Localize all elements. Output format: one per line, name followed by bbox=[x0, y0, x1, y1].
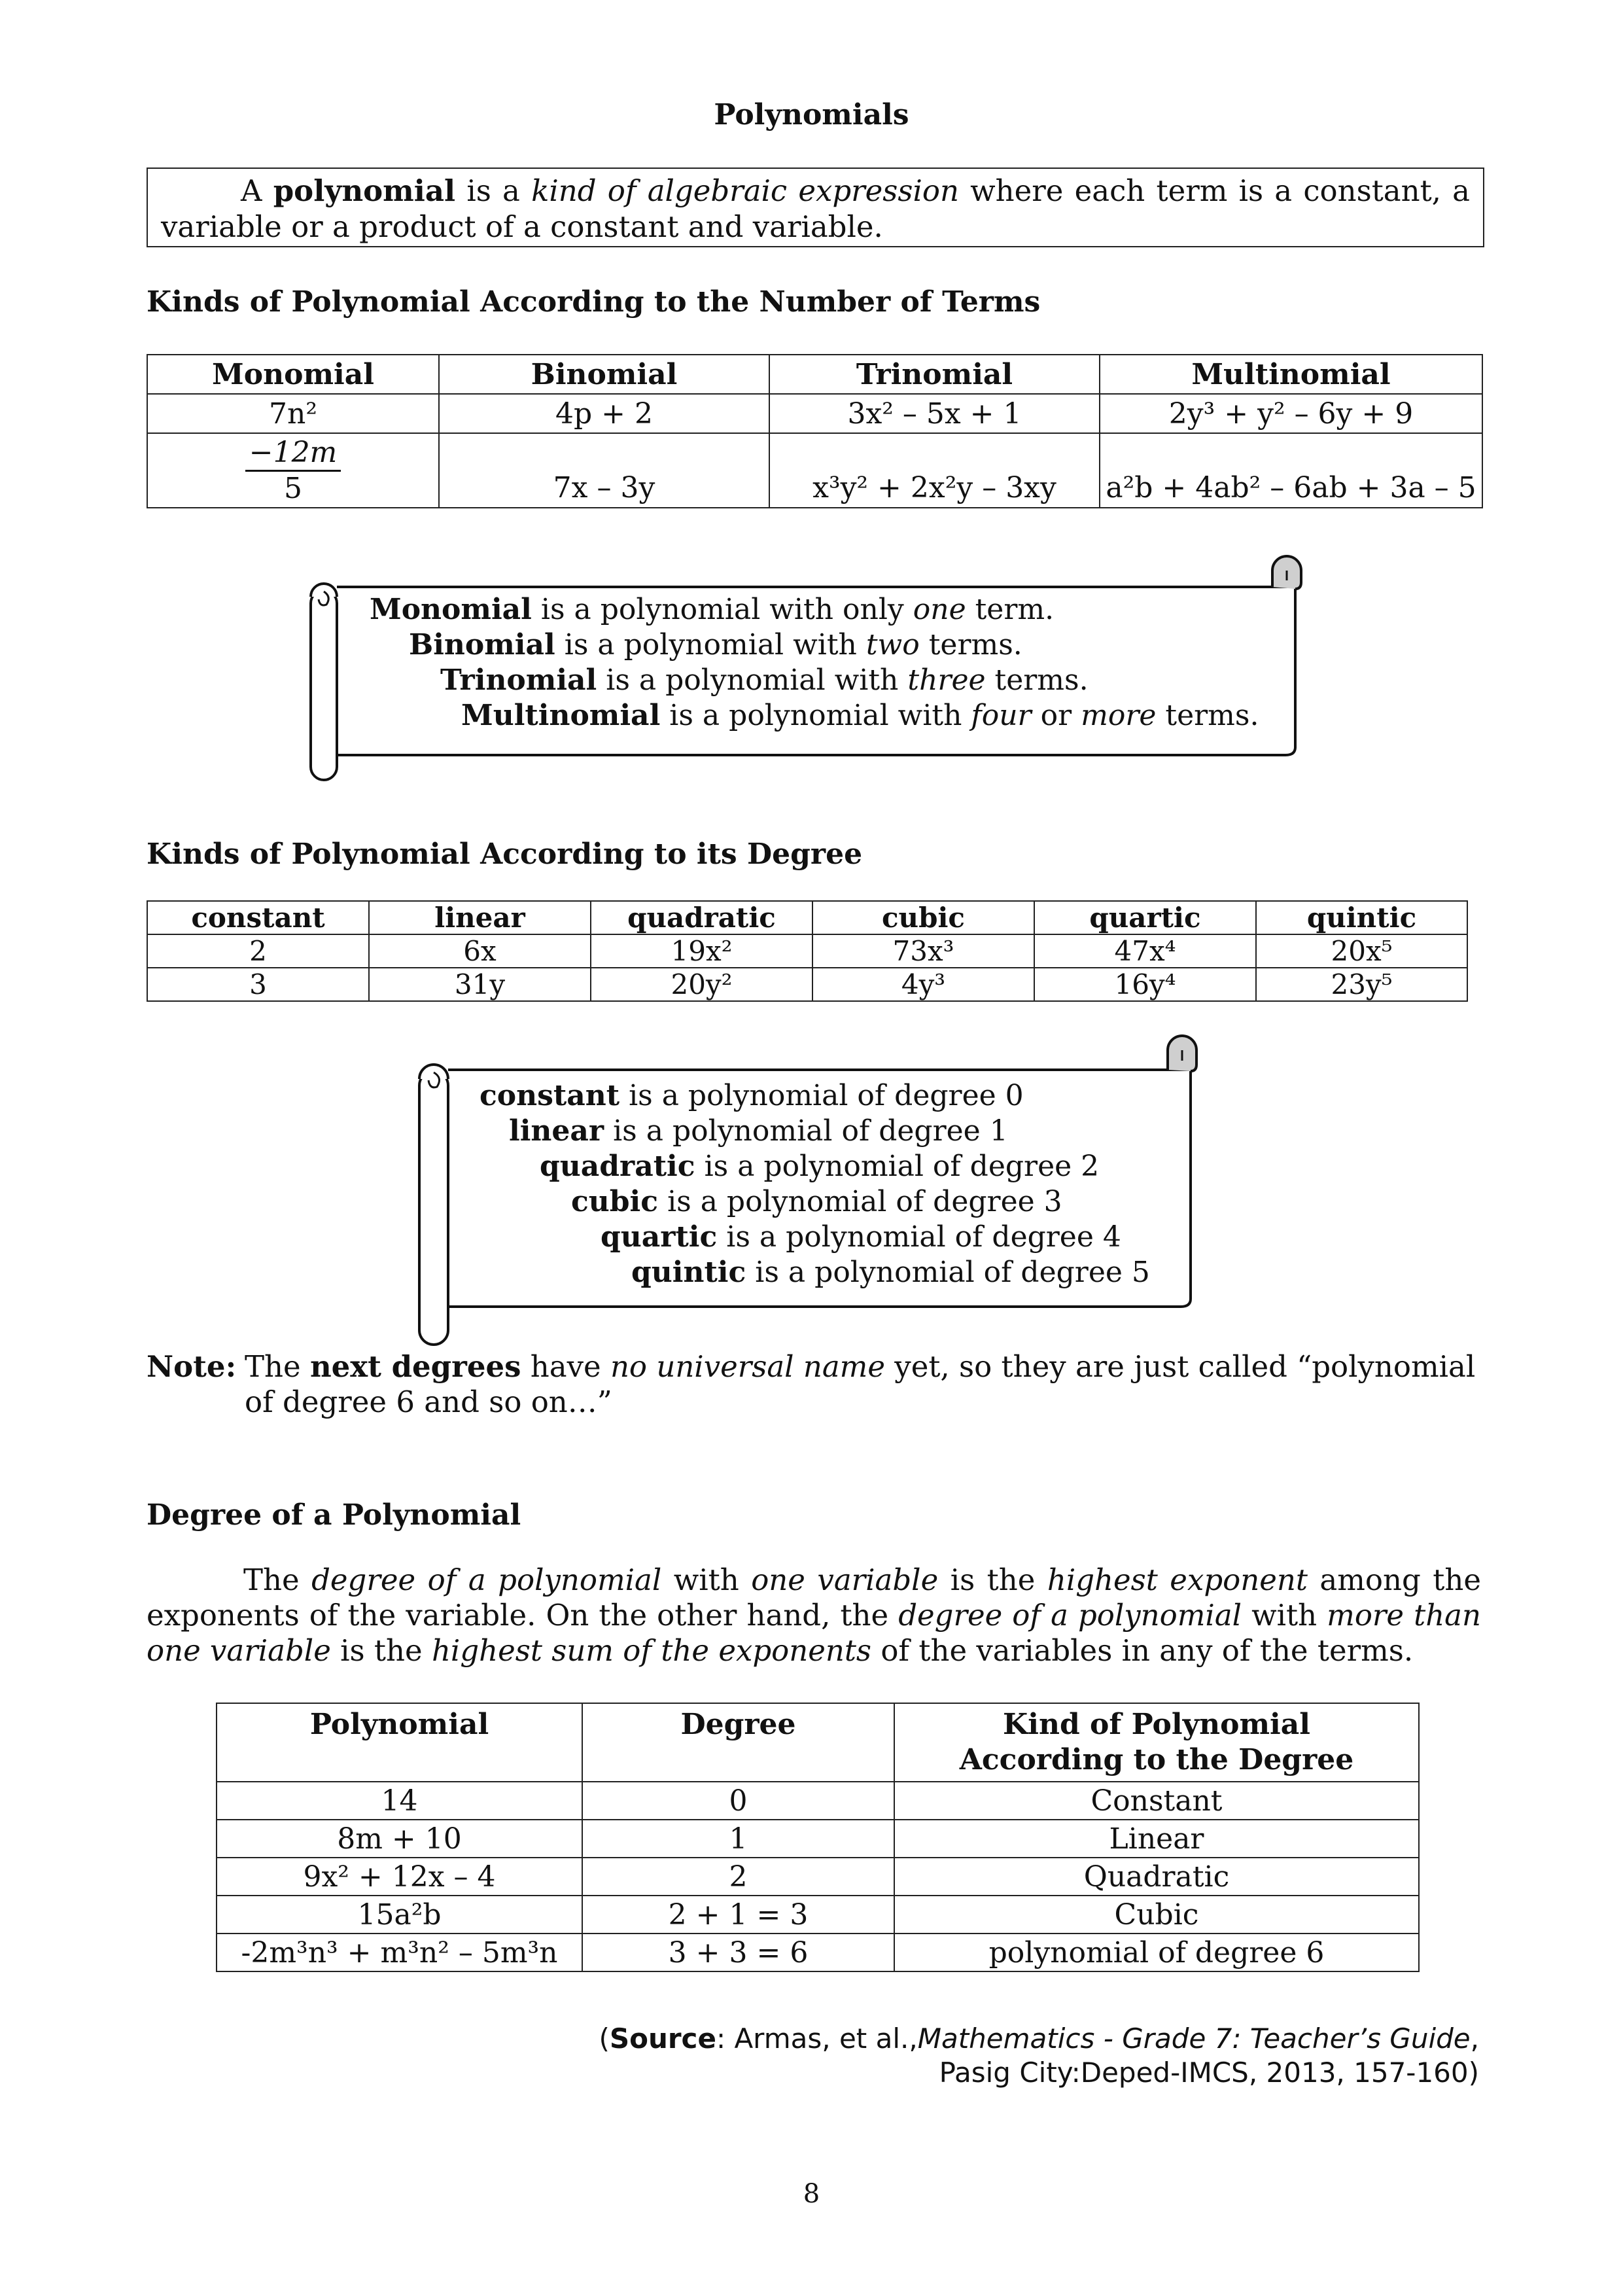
table-row bbox=[217, 1896, 1419, 1934]
cell: 2 bbox=[582, 1858, 894, 1896]
heading-number-of-terms: Kinds of Polynomial According to the Number of Terms bbox=[147, 285, 1041, 319]
table-row bbox=[217, 1858, 1419, 1896]
table-row bbox=[217, 1820, 1419, 1858]
cell: 23y⁵ bbox=[1256, 968, 1467, 1001]
table-row bbox=[147, 934, 1467, 968]
cell: 4p + 2 bbox=[439, 394, 769, 433]
heading-degree-of-polynomial: Degree of a Polynomial bbox=[147, 1498, 521, 1532]
header-linear: linear bbox=[369, 901, 591, 934]
degree-table bbox=[216, 1703, 1420, 1972]
page-number: 8 bbox=[803, 2179, 820, 2209]
fraction-numerator: −12m bbox=[245, 436, 341, 472]
scroll-line-binomial: Binomial is a polynomial with two terms. bbox=[409, 628, 1022, 662]
scroll-line-quintic: quintic is a polynomial of degree 5 bbox=[631, 1256, 1150, 1289]
cell: 8m + 10 bbox=[217, 1820, 582, 1858]
scroll-line-constant: constant is a polynomial of degree 0 bbox=[480, 1079, 1024, 1112]
source-citation bbox=[599, 2022, 1479, 2090]
table-row bbox=[147, 433, 1482, 508]
table-row bbox=[217, 1934, 1419, 1971]
scroll-line-monomial: Monomial is a polynomial with only one term. bbox=[370, 593, 1055, 626]
header-quadratic: quadratic bbox=[591, 901, 812, 934]
cell: 47x⁴ bbox=[1034, 934, 1256, 968]
scroll-line-cubic: cubic is a polynomial of degree 3 bbox=[571, 1185, 1062, 1218]
scroll-line-trinomial: Trinomial is a polynomial with three terms. bbox=[440, 663, 1089, 697]
cell: a²b + 4ab² – 6ab + 3a – 5 bbox=[1100, 433, 1482, 508]
note-paragraph bbox=[147, 1349, 1488, 1420]
cell: 9x² + 12x – 4 bbox=[217, 1858, 582, 1896]
scroll-text-degree bbox=[480, 1078, 1150, 1290]
cell: 3x² – 5x + 1 bbox=[769, 394, 1100, 433]
cell: Linear bbox=[894, 1820, 1419, 1858]
cell: 73x³ bbox=[812, 934, 1034, 968]
header-quartic: quartic bbox=[1034, 901, 1256, 934]
header-multinomial: Multinomial bbox=[1100, 355, 1482, 394]
source-line-1: (Source: Armas, et al.,Mathematics - Grade 7: Teacher’s Guide, bbox=[599, 2022, 1479, 2055]
table-header-row bbox=[147, 901, 1467, 934]
cell: Quadratic bbox=[894, 1858, 1419, 1896]
note-body: The next degrees have no universal name yet, so they are just called “polynomial of degree 6 and so on…” bbox=[245, 1349, 1476, 1419]
cell: 6x bbox=[369, 934, 591, 968]
cell: 16y⁴ bbox=[1034, 968, 1256, 1001]
scroll-line-quartic: quartic is a polynomial of degree 4 bbox=[601, 1220, 1121, 1254]
header-polynomial: Polynomial bbox=[217, 1703, 582, 1782]
cell: Constant bbox=[894, 1782, 1419, 1820]
cell-fraction bbox=[147, 433, 439, 508]
degree-paragraph: The degree of a polynomial with one variable is the highest exponent among the exponents of the variable. On the other hand, the degree of a polynomial with more than one variable is the highest sum of the exponents of the variables in any of the terms. bbox=[147, 1563, 1481, 1668]
scroll-line-quadratic: quadratic is a polynomial of degree 2 bbox=[540, 1150, 1100, 1183]
header-degree: Degree bbox=[582, 1703, 894, 1782]
def-kind: kind of algebraic expression bbox=[531, 173, 959, 208]
fraction-denominator: 5 bbox=[283, 471, 302, 505]
heading-degree: Kinds of Polynomial According to its Degree bbox=[147, 838, 863, 871]
header-constant: constant bbox=[147, 901, 369, 934]
header-kind: Kind of Polynomial According to the Degree bbox=[894, 1703, 1419, 1782]
cell: 2y³ + y² – 6y + 9 bbox=[1100, 394, 1482, 433]
cell: 2 bbox=[147, 934, 369, 968]
cell: 2 + 1 = 3 bbox=[582, 1896, 894, 1934]
header-cubic: cubic bbox=[812, 901, 1034, 934]
cell: 14 bbox=[217, 1782, 582, 1820]
table-header-row bbox=[147, 355, 1482, 394]
terms-table bbox=[147, 354, 1483, 508]
table-row bbox=[147, 394, 1482, 433]
cell: 15a²b bbox=[217, 1896, 582, 1934]
cell: 20x⁵ bbox=[1256, 934, 1467, 968]
cell: 1 bbox=[582, 1820, 894, 1858]
cell: -2m³n³ + m³n² – 5m³n bbox=[217, 1934, 582, 1971]
cell: 4y³ bbox=[812, 968, 1034, 1001]
page-title: Polynomials bbox=[714, 98, 909, 132]
note-label: Note: bbox=[147, 1349, 237, 1384]
cell: x³y² + 2x²y – 3xy bbox=[769, 433, 1100, 508]
scroll-line-linear: linear is a polynomial of degree 1 bbox=[509, 1114, 1008, 1148]
degree-kinds-table bbox=[147, 900, 1468, 1002]
cell: 7n² bbox=[147, 394, 439, 433]
cell: polynomial of degree 6 bbox=[894, 1934, 1419, 1971]
cell: Cubic bbox=[894, 1896, 1419, 1934]
def-is-a: is a bbox=[466, 173, 520, 208]
def-rest: where each term is a constant, a variable or a product of a constant and variable. bbox=[161, 173, 1471, 244]
header-quintic: quintic bbox=[1256, 901, 1467, 934]
cell: 20y² bbox=[591, 968, 812, 1001]
scroll-text-terms bbox=[370, 592, 1259, 733]
table-row bbox=[217, 1782, 1419, 1820]
header-monomial: Monomial bbox=[147, 355, 439, 394]
definition-box bbox=[147, 168, 1484, 247]
source-line-2: Pasig City:Deped-IMCS, 2013, 157-160) bbox=[939, 2057, 1479, 2089]
cell: 3 bbox=[147, 968, 369, 1001]
def-a: A bbox=[241, 173, 262, 208]
scroll-line-multinomial: Multinomial is a polynomial with four or more terms. bbox=[461, 699, 1259, 732]
def-term: polynomial bbox=[273, 173, 456, 208]
cell: 3 + 3 = 6 bbox=[582, 1934, 894, 1971]
header-binomial: Binomial bbox=[439, 355, 769, 394]
table-row bbox=[147, 968, 1467, 1001]
cell: 19x² bbox=[591, 934, 812, 968]
fraction bbox=[245, 436, 341, 506]
cell: 0 bbox=[582, 1782, 894, 1820]
cell: 31y bbox=[369, 968, 591, 1001]
header-trinomial: Trinomial bbox=[769, 355, 1100, 394]
table-header-row bbox=[217, 1703, 1419, 1782]
cell: 7x – 3y bbox=[439, 433, 769, 508]
